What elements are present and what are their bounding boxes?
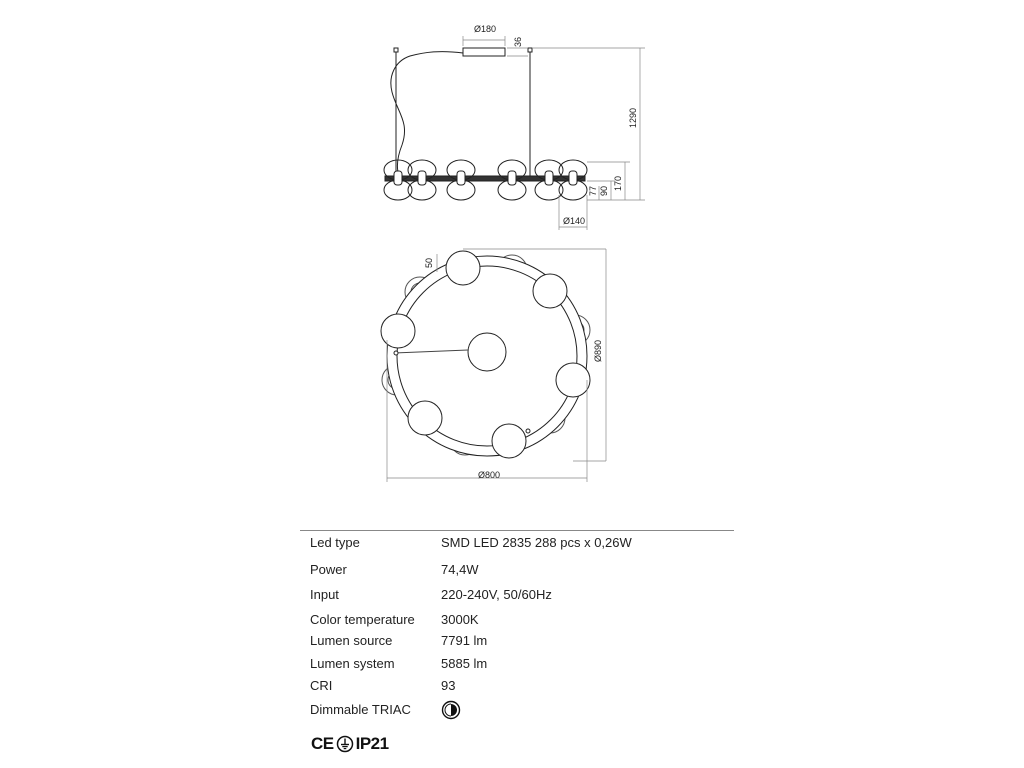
dim-canopy-diameter: Ø180 <box>474 24 497 34</box>
ce-mark-icon: CE <box>311 734 334 753</box>
spec-divider <box>300 530 734 531</box>
canopy <box>463 48 505 56</box>
spec-label: Lumen source <box>310 633 393 648</box>
right-anchor <box>528 48 532 52</box>
spec-value: 3000K <box>441 612 479 627</box>
spec-value: 74,4W <box>441 562 479 577</box>
dim-ring-diameter: Ø800 <box>478 470 501 480</box>
top-view <box>381 251 590 458</box>
spec-label: Led type <box>310 535 360 550</box>
spec-label: Input <box>310 587 339 602</box>
dimmable-icon <box>441 700 461 720</box>
spec-label: Color temperature <box>310 612 415 627</box>
top-canopy <box>468 333 506 371</box>
left-anchor <box>394 48 398 52</box>
dim-height-90: 90 <box>599 185 609 196</box>
dim-outer-diameter: Ø890 <box>593 339 603 362</box>
certification-marks <box>311 734 389 754</box>
spec-value: SMD LED 2835 288 pcs x 0,26W <box>441 535 632 550</box>
dim-height-77: 77 <box>588 185 598 196</box>
spec-label: Lumen system <box>310 656 395 671</box>
side-view-dimensions <box>463 36 645 230</box>
spec-label: Power <box>310 562 347 577</box>
spec-value: 5885 lm <box>441 656 488 671</box>
ip-rating: IP21 <box>355 734 389 753</box>
spec-value: 7791 lm <box>441 633 488 648</box>
dim-globe-diameter: Ø140 <box>563 216 586 226</box>
dim-height-170: 170 <box>613 175 623 191</box>
dim-offset: 50 <box>424 257 434 268</box>
dim-canopy-height: 36 <box>513 36 523 47</box>
spec-value: 93 <box>441 678 456 693</box>
spec-label: Dimmable TRIAC <box>310 702 411 717</box>
spec-value: 220-240V, 50/60Hz <box>441 587 552 602</box>
earth-ground-icon <box>336 735 354 753</box>
dim-total-height: 1290 <box>628 107 638 128</box>
power-cable <box>391 52 463 176</box>
side-view <box>384 48 587 200</box>
spec-label: CRI <box>310 678 333 693</box>
